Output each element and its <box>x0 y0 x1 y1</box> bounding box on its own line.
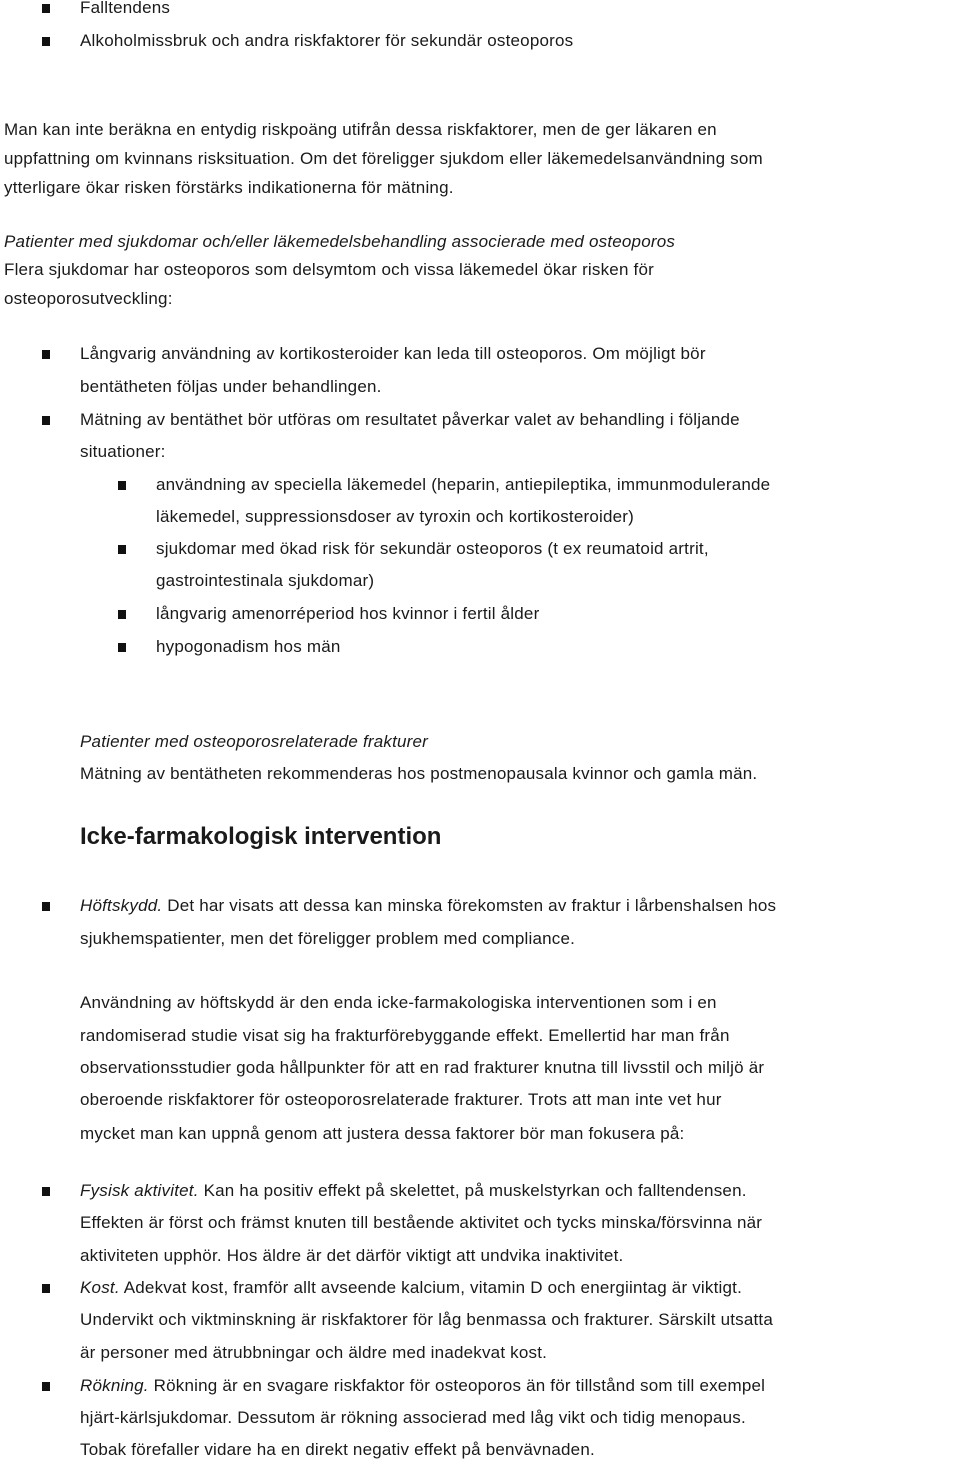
fysisk-line2: Effekten är först och främst knuten till bestående aktivitet och tycks minska/försvinna när <box>80 1213 763 1232</box>
bullet-icon <box>118 643 126 652</box>
hoftskydd-line1 <box>80 895 776 917</box>
rokning-line2: hjärt-kärlsjukdomar. Dessutom är rökning associerad med låg vikt och tidig menopaus. <box>80 1408 746 1427</box>
section1-line-2: osteoporosutveckling: <box>4 289 173 308</box>
sub-item-3: långvarig amenorréperiod hos kvinnor i fertil ålder <box>156 604 540 623</box>
kost-line1 <box>80 1277 742 1299</box>
list-item-falltendens: Falltendens <box>80 0 171 17</box>
fysisk-line3: aktiviteten upphör. Hos äldre är det därför viktigt att undvika inaktivitet. <box>80 1246 624 1265</box>
hoftskydd-term: Höftskydd. <box>80 896 163 915</box>
list-item-alkohol: Alkoholmissbruk och andra riskfaktorer för sekundär osteoporos <box>80 31 574 50</box>
list1-item2-line1: Mätning av bentäthet bör utföras om resultatet påverkar valet av behandling i följande <box>80 410 740 429</box>
intro-line-3: ytterligare ökar risken förstärks indikationerna för mätning. <box>4 178 454 197</box>
list1-item1-line2: bentätheten följas under behandlingen. <box>80 377 382 396</box>
kost-line2: Undervikt och viktminskning är riskfaktorer för låg benmassa och frakturer. Särskilt utsatta <box>80 1310 773 1329</box>
rokning-text: Rökning är en svagare riskfaktor för osteoporos än för tillstånd som till exempel <box>148 1376 766 1395</box>
rokning-line3: Tobak förefaller vidare ha en direkt negativ effekt på benvävnaden. <box>80 1440 595 1459</box>
rokning-term: Rökning. <box>80 1376 149 1395</box>
bullet-icon <box>42 902 50 911</box>
rokning-line1 <box>80 1375 765 1397</box>
sub-item-2-line1: sjukdomar med ökad risk för sekundär osteoporos (t ex reumatoid artrit, <box>156 539 709 558</box>
sub-item-4: hypogonadism hos män <box>156 637 341 656</box>
para-line-3: observationsstudier goda hållpunkter för att en rad frakturer knutna till livsstil och miljö är <box>80 1058 765 1077</box>
bullet-icon <box>118 481 126 490</box>
list1-item1-line1: Långvarig användning av kortikosteroider kan leda till osteoporos. Om möjligt bör <box>80 344 706 363</box>
list1-item2-line2: situationer: <box>80 442 166 461</box>
bullet-icon <box>118 610 126 619</box>
para-line-4: oberoende riskfaktorer för osteoporosrelaterade frakturer. Trots att man inte vet hur <box>80 1090 722 1109</box>
kost-term: Kost. <box>80 1278 120 1297</box>
bullet-icon <box>42 37 50 46</box>
intro-line-1: Man kan inte beräkna en entydig riskpoäng utifrån dessa riskfaktorer, men de ger läkaren en <box>4 120 717 139</box>
bullet-icon <box>42 350 50 359</box>
bullet-icon <box>42 1187 50 1196</box>
fysisk-text: Kan ha positiv effekt på skelettet, på muskelstyrkan och falltendensen. <box>198 1181 747 1200</box>
fysisk-term: Fysisk aktivitet. <box>80 1181 199 1200</box>
section-heading-sjukdomar: Patienter med sjukdomar och/eller läkemedelsbehandling associerade med osteoporos <box>4 232 676 251</box>
kost-line3: är personer med ätrubbningar och äldre med inadekvat kost. <box>80 1343 548 1362</box>
bullet-icon <box>42 416 50 425</box>
sub-item-1-line1: användning av speciella läkemedel (heparin, antiepileptika, immunmodulerande <box>156 475 771 494</box>
sub-item-2-line2: gastrointestinala sjukdomar) <box>156 571 375 590</box>
para-line-1: Användning av höftskydd är den enda icke-farmakologiska interventionen som i en <box>80 993 717 1012</box>
para-line-2: randomiserad studie visat sig ha frakturförebyggande effekt. Emellertid har man från <box>80 1026 730 1045</box>
bullet-icon <box>42 1284 50 1293</box>
section-heading-frakturer: Patienter med osteoporosrelaterade frakturer <box>80 732 429 751</box>
intro-line-2: uppfattning om kvinnans risksituation. Om det föreligger sjukdom eller läkemedelsanvändning som <box>4 149 763 168</box>
section1-line-1: Flera sjukdomar har osteoporos som delsymtom och vissa läkemedel ökar risken för <box>4 260 654 279</box>
page-heading-intervention: Icke-farmakologisk intervention <box>80 823 442 850</box>
hoftskydd-line2: sjukhemspatienter, men det föreligger problem med compliance. <box>80 929 576 948</box>
kost-text: Adekvat kost, framför allt avseende kalcium, vitamin D och energiintag är viktigt. <box>119 1278 743 1297</box>
bullet-icon <box>118 545 126 554</box>
bullet-icon <box>42 1382 50 1391</box>
sub-item-1-line2: läkemedel, suppressionsdoser av tyroxin och kortikosteroider) <box>156 507 635 526</box>
section2-line: Mätning av bentätheten rekommenderas hos postmenopausala kvinnor och gamla män. <box>80 764 758 783</box>
bullet-icon <box>42 4 50 13</box>
para-line-5: mycket man kan uppnå genom att justera dessa faktorer bör man fokusera på: <box>80 1124 685 1143</box>
fysisk-line1 <box>80 1180 747 1202</box>
hoftskydd-text: Det har visats att dessa kan minska förekomsten av fraktur i lårbenshalsen hos <box>162 896 777 915</box>
